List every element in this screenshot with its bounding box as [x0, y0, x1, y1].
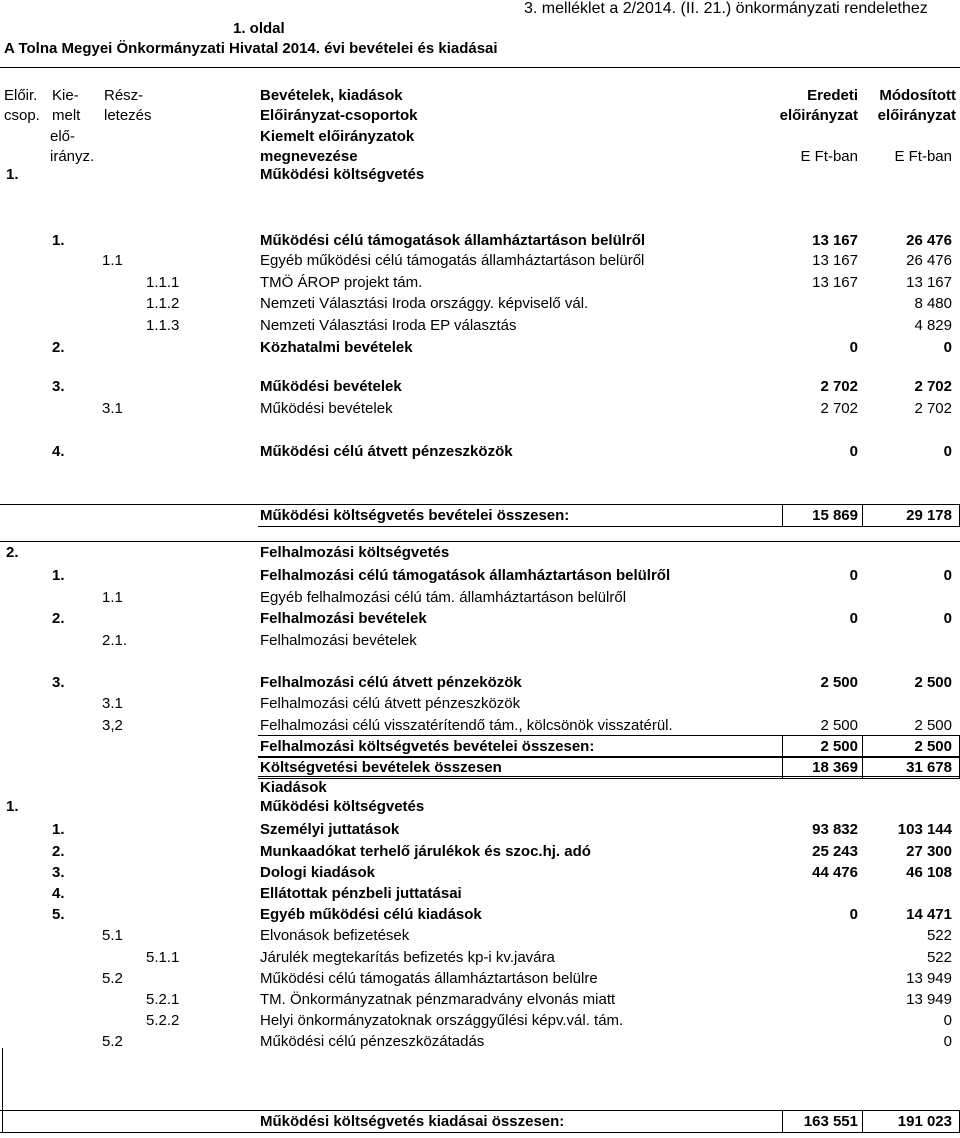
table-row — [0, 926, 960, 946]
row-modified-value: 522 — [926, 927, 952, 944]
row-original-value: 163 551 — [803, 1113, 858, 1130]
row-name: Működési célú támogatások államháztartáson belülről — [260, 232, 646, 249]
row-name: Egyéb felhalmozási célú tám. államháztartáson belülről — [260, 589, 627, 606]
row-highlighted-code: 1. — [52, 567, 65, 584]
row-subdetail-code: 1.1.3 — [146, 317, 180, 334]
header-c3-line1: Rész- — [104, 87, 144, 104]
table-row — [0, 165, 960, 185]
row-name: Működési bevételek — [260, 400, 393, 417]
row-modified-value: 31 678 — [906, 759, 952, 776]
row-name: Egyéb működési célú támogatás államháztartáson belüről — [260, 252, 645, 269]
header-c4-line4: megnevezése — [260, 148, 358, 165]
row-name: Működési célú pénzeszközátadás — [260, 1033, 485, 1050]
row-modified-value: 26 476 — [906, 252, 952, 269]
table-row — [0, 566, 960, 586]
table-row — [0, 969, 960, 989]
table-row — [0, 737, 960, 757]
row-detail-code: 3.1 — [102, 695, 123, 712]
row-original-value: 0 — [849, 443, 858, 460]
table-row — [0, 778, 960, 798]
row-modified-value: 4 829 — [914, 317, 952, 334]
table-row — [0, 338, 960, 358]
row-name: Nemzeti Választási Iroda EP választás — [260, 317, 517, 334]
row-detail-code: 5.2 — [102, 970, 123, 987]
row-modified-value: 0 — [943, 1033, 952, 1050]
row-modified-value: 0 — [943, 339, 952, 356]
table-row — [0, 758, 960, 778]
row-name: Munkaadókat terhelő járulékok és szoc.hj. adó — [260, 843, 591, 860]
cell-border — [782, 1110, 783, 1132]
row-original-value: 2 500 — [820, 717, 858, 734]
row-modified-value: 2 500 — [914, 717, 952, 734]
header-c5-line2: előirányzat — [779, 107, 858, 124]
row-name: Helyi önkormányzatoknak országgyűlési képv.vál. tám. — [260, 1012, 624, 1029]
row-modified-value: 191 023 — [897, 1113, 952, 1130]
row-name: Felhalmozási célú átvett pénzeszközök — [260, 695, 521, 712]
row-subdetail-code: 1.1.2 — [146, 295, 180, 312]
document-title: A Tolna Megyei Önkormányzati Hivatal 2014. évi bevételei és kiadásai — [4, 40, 498, 57]
row-detail-code: 2.1. — [102, 632, 128, 649]
table-row — [0, 399, 960, 419]
row-highlighted-code: 3. — [52, 864, 65, 881]
table-row — [0, 316, 960, 336]
table-row — [0, 377, 960, 397]
table-left-border — [2, 1048, 3, 1132]
table-row — [0, 716, 960, 736]
table-row — [0, 884, 960, 904]
header-c2-line2: melt — [52, 107, 81, 124]
table-row — [0, 1032, 960, 1052]
row-original-value: 0 — [849, 567, 858, 584]
row-name: Működési költségvetés kiadásai összesen: — [260, 1113, 565, 1130]
table-row — [0, 506, 960, 526]
row-name: Személyi juttatások — [260, 821, 400, 838]
row-original-value: 0 — [849, 339, 858, 356]
row-name: Költségvetési bevételek összesen — [260, 759, 502, 776]
row-name: Elvonások befizetések — [260, 927, 410, 944]
header-c2-line1: Kie- — [52, 87, 79, 104]
row-underline — [258, 526, 960, 527]
header-c6-line2: előirányzat — [877, 107, 956, 124]
row-group-code: 1. — [6, 798, 19, 815]
row-name: Működési bevételek — [260, 378, 402, 395]
row-modified-value: 2 702 — [914, 400, 952, 417]
row-original-value: 2 702 — [820, 400, 858, 417]
table-row — [0, 1112, 960, 1132]
row-modified-value: 0 — [943, 610, 952, 627]
row-highlighted-code: 5. — [52, 906, 65, 923]
row-original-value: 2 500 — [820, 674, 858, 691]
header-c4-line2: Előirányzat-csoportok — [260, 107, 418, 124]
header-c4-line1: Bevételek, kiadások — [260, 87, 403, 104]
header-c4-line3: Kiemelt előirányzatok — [260, 128, 415, 145]
row-original-value: 25 243 — [812, 843, 858, 860]
row-detail-code: 3.1 — [102, 400, 123, 417]
page-number: 1. oldal — [233, 20, 285, 37]
cell-border — [862, 735, 863, 757]
header-c5-unit: E Ft-ban — [800, 148, 858, 165]
cell-border — [862, 1110, 863, 1132]
row-subdetail-code: 1.1.1 — [146, 274, 180, 291]
row-name: TM. Önkormányzatnak pénzmaradvány elvonás miatt — [260, 991, 616, 1008]
cell-border — [862, 504, 863, 526]
row-original-value: 93 832 — [812, 821, 858, 838]
row-name: Működési költségvetés — [260, 798, 425, 815]
row-modified-value: 2 702 — [914, 378, 952, 395]
row-name: Nemzeti Választási Iroda országgy. képviselő vál. — [260, 295, 589, 312]
row-name: Felhalmozási célú támogatások államháztartáson belülről — [260, 567, 671, 584]
row-name: Működési célú támogatás államháztartáson belülre — [260, 970, 598, 987]
row-detail-code: 1.1 — [102, 252, 123, 269]
cell-border — [782, 735, 783, 757]
row-highlighted-code: 2. — [52, 339, 65, 356]
row-group-code: 2. — [6, 544, 19, 561]
row-modified-value: 8 480 — [914, 295, 952, 312]
row-original-value: 13 167 — [812, 232, 858, 249]
cell-border — [782, 756, 783, 778]
row-name: Dologi kiadások — [260, 864, 376, 881]
row-group-code: 1. — [6, 166, 19, 183]
row-separator — [258, 776, 960, 777]
row-modified-value: 46 108 — [906, 864, 952, 881]
row-name: Ellátottak pénzbeli juttatásai — [260, 885, 462, 902]
row-name: Felhalmozási bevételek — [260, 632, 417, 649]
table-row — [0, 631, 960, 651]
header-c5-line1: Eredeti — [807, 87, 858, 104]
annex-reference: 3. melléklet a 2/2014. (II. 21.) önkormányzati rendelethez — [524, 0, 928, 17]
table-row — [0, 990, 960, 1010]
row-modified-value: 13 167 — [906, 274, 952, 291]
row-name: Felhalmozási költségvetés — [260, 544, 450, 561]
table-row — [0, 588, 960, 608]
row-name: Kiadások — [260, 779, 327, 796]
table-row — [0, 543, 960, 563]
row-modified-value: 103 144 — [897, 821, 952, 838]
row-modified-value: 26 476 — [906, 232, 952, 249]
row-highlighted-code: 2. — [52, 610, 65, 627]
header-c6-line1: Módosított — [879, 87, 956, 104]
row-original-value: 44 476 — [812, 864, 858, 881]
row-separator — [0, 504, 960, 505]
table-row — [0, 673, 960, 693]
table-row — [0, 797, 960, 817]
header-c1-line2: csop. — [4, 107, 40, 124]
table-row — [0, 251, 960, 271]
table-row — [0, 948, 960, 968]
row-name: TMÖ ÁROP projekt tám. — [260, 274, 423, 291]
row-highlighted-code: 4. — [52, 443, 65, 460]
row-highlighted-code: 4. — [52, 885, 65, 902]
row-modified-value: 522 — [926, 949, 952, 966]
row-original-value: 18 369 — [812, 759, 858, 776]
row-name: Közhatalmi bevételek — [260, 339, 413, 356]
row-name: Működési költségvetés — [260, 166, 425, 183]
row-underline — [258, 1132, 960, 1133]
row-name: Egyéb működési célú kiadások — [260, 906, 482, 923]
row-modified-value: 0 — [943, 1012, 952, 1029]
row-original-value: 0 — [849, 610, 858, 627]
row-separator — [0, 541, 960, 542]
row-name: Működési célú átvett pénzeszközök — [260, 443, 513, 460]
table-row — [0, 863, 960, 883]
row-name: Felhalmozási bevételek — [260, 610, 427, 627]
header-c3-line2: letezés — [104, 107, 152, 124]
table-row — [0, 905, 960, 925]
row-modified-value: 13 949 — [906, 991, 952, 1008]
row-separator — [258, 756, 960, 757]
row-modified-value: 2 500 — [914, 674, 952, 691]
row-subdetail-code: 5.2.2 — [146, 1012, 180, 1029]
row-detail-code: 5.1 — [102, 927, 123, 944]
table-row — [0, 694, 960, 714]
header-c1-line1: Előir. — [4, 87, 38, 104]
row-name: Felhalmozási célú átvett pénzeközök — [260, 674, 522, 691]
row-modified-value: 13 949 — [906, 970, 952, 987]
row-detail-code: 1.1 — [102, 589, 123, 606]
table-row — [0, 231, 960, 251]
row-highlighted-code: 2. — [52, 843, 65, 860]
row-name: Járulék megtekarítás befizetés kp-i kv.javára — [260, 949, 555, 966]
row-modified-value: 0 — [943, 443, 952, 460]
row-name: Működési költségvetés bevételei összesen: — [260, 507, 570, 524]
cell-border — [782, 504, 783, 526]
table-row — [0, 294, 960, 314]
row-modified-value: 0 — [943, 567, 952, 584]
row-modified-value: 27 300 — [906, 843, 952, 860]
header-c6-unit: E Ft-ban — [894, 148, 952, 165]
header-c2-line4: irányz. — [50, 148, 95, 165]
row-modified-value: 29 178 — [906, 507, 952, 524]
table-row — [0, 842, 960, 862]
row-separator — [258, 735, 960, 736]
row-original-value: 13 167 — [812, 252, 858, 269]
row-original-value: 13 167 — [812, 274, 858, 291]
row-subdetail-code: 5.2.1 — [146, 991, 180, 1008]
row-original-value: 2 500 — [820, 738, 858, 755]
table-row — [0, 820, 960, 840]
header-c2-line3: elő- — [50, 128, 76, 145]
row-modified-value: 14 471 — [906, 906, 952, 923]
table-row — [0, 442, 960, 462]
row-highlighted-code: 3. — [52, 378, 65, 395]
table-top-border — [0, 67, 960, 68]
table-row — [0, 273, 960, 293]
row-separator — [0, 1110, 960, 1111]
row-highlighted-code: 1. — [52, 821, 65, 838]
row-original-value: 2 702 — [820, 378, 858, 395]
table-row — [0, 1011, 960, 1031]
cell-border — [862, 756, 863, 778]
row-highlighted-code: 1. — [52, 232, 65, 249]
row-name: Felhalmozási célú visszatérítendő tám., kölcsönök visszatérül. — [260, 717, 673, 734]
row-original-value: 0 — [849, 906, 858, 923]
row-name: Felhalmozási költségvetés bevételei összesen: — [260, 738, 595, 755]
row-original-value: 15 869 — [812, 507, 858, 524]
row-detail-code: 5.2 — [102, 1033, 123, 1050]
row-modified-value: 2 500 — [914, 738, 952, 755]
row-subdetail-code: 5.1.1 — [146, 949, 180, 966]
table-row — [0, 609, 960, 629]
row-highlighted-code: 3. — [52, 674, 65, 691]
row-detail-code: 3,2 — [102, 717, 123, 734]
